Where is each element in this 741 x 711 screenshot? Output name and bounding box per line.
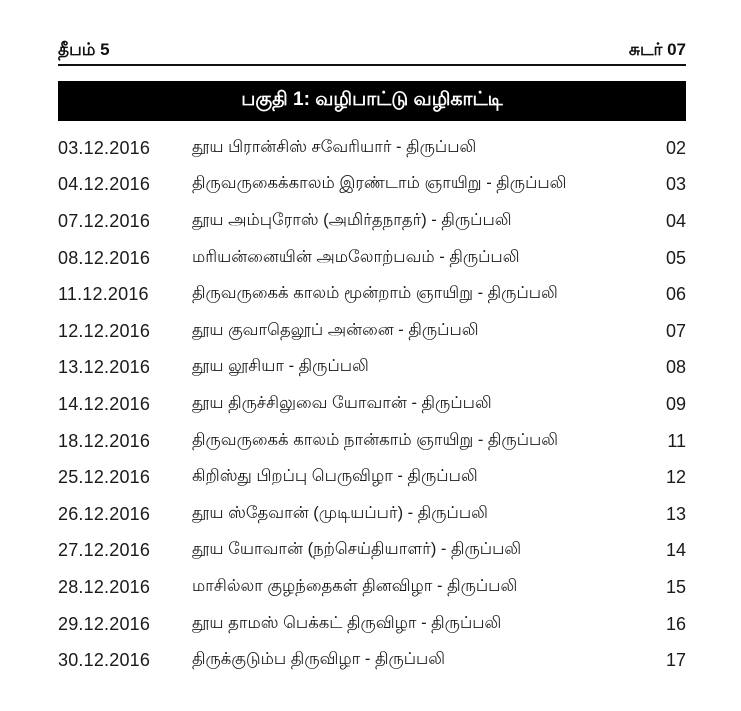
section-banner xyxy=(58,81,686,121)
toc-entry-date: 11.12.2016 xyxy=(58,284,149,305)
toc-entry xyxy=(58,350,686,387)
toc-entry-title: தூய திருச்சிலுவை யோவான் - திருப்பலி xyxy=(192,393,492,412)
toc-entry-date: 29.12.2016 xyxy=(58,613,151,634)
toc-entry xyxy=(58,130,686,167)
toc-entry-page-number: 08 xyxy=(665,357,686,378)
toc-entry xyxy=(58,203,686,240)
toc-entry-page-number: 06 xyxy=(665,284,686,305)
toc-entry-title: தூய தாமஸ் பெக்கட் திருவிழா - திருப்பலி xyxy=(192,613,502,632)
toc-entry-date: 30.12.2016 xyxy=(58,650,151,671)
toc-entry xyxy=(58,459,686,496)
toc-entry-date: 07.12.2016 xyxy=(58,210,151,231)
toc-entry-title: தூய பிரான்சிஸ் சவேரியார் - திருப்பலி xyxy=(192,137,477,156)
toc-entry-date: 28.12.2016 xyxy=(58,576,151,597)
toc-entry-date: 04.12.2016 xyxy=(58,174,151,195)
toc-entry-page-number: 02 xyxy=(665,137,686,158)
toc-entry xyxy=(58,569,686,606)
toc-entry-title: தூய அம்புரோஸ் (அமிர்தநாதர்) - திருப்பலி xyxy=(192,210,512,229)
toc-entry-date: 18.12.2016 xyxy=(58,430,151,451)
toc-entry-page-number: 11 xyxy=(667,430,686,451)
header-volume: தீபம் 5 xyxy=(58,40,110,59)
toc-entry-page-number: 05 xyxy=(665,247,686,268)
toc-entry xyxy=(58,276,686,313)
header-rule xyxy=(58,64,686,66)
toc-entry-page-number: 15 xyxy=(665,576,686,597)
toc-entry-date: 14.12.2016 xyxy=(58,393,151,414)
toc-entry-title: திருவருகைக் காலம் மூன்றாம் ஞாயிறு - திருப்பலி xyxy=(192,284,558,303)
toc-entry-date: 13.12.2016 xyxy=(58,357,151,378)
toc-entry-page-number: 03 xyxy=(665,174,686,195)
toc-entry xyxy=(58,386,686,423)
toc-entry-page-number: 12 xyxy=(665,467,686,488)
toc-entry-title: திருவருகைக்காலம் இரண்டாம் ஞாயிறு - திருப்பலி xyxy=(192,174,567,193)
toc-entry xyxy=(58,606,686,643)
header-issue: சுடர் 07 xyxy=(628,40,686,59)
toc-entry-title: மரியன்னையின் அமலோற்பவம் - திருப்பலி xyxy=(192,247,520,266)
toc-entry-title: திருக்குடும்ப திருவிழா - திருப்பலி xyxy=(192,650,446,669)
toc-entry-page-number: 17 xyxy=(665,650,686,671)
toc-entry-date: 08.12.2016 xyxy=(58,247,151,268)
toc-entry xyxy=(58,240,686,277)
toc-entry-date: 03.12.2016 xyxy=(58,137,151,158)
toc-entry-date: 12.12.2016 xyxy=(58,320,151,341)
section-title: பகுதி 1: வழிபாட்டு வழிகாட்டி xyxy=(241,89,503,110)
toc-entry-title: மாசில்லா குழந்தைகள் தினவிழா - திருப்பலி xyxy=(192,576,518,595)
toc-entry xyxy=(58,533,686,570)
toc-entry-title: தூய யோவான் (நற்செய்தியாளர்) - திருப்பலி xyxy=(192,540,522,559)
toc-entry-title: திருவருகைக் காலம் நான்காம் ஞாயிறு - திருப்பலி xyxy=(192,430,559,449)
toc-entry xyxy=(58,313,686,350)
toc-entry-page-number: 14 xyxy=(665,540,686,561)
toc-entry-page-number: 07 xyxy=(665,320,686,341)
toc-entry xyxy=(58,167,686,204)
toc-entry-title: தூய லூசியா - திருப்பலி xyxy=(192,357,369,376)
toc-entry-page-number: 16 xyxy=(665,613,686,634)
toc-entry-page-number: 13 xyxy=(665,503,686,524)
toc-entry-page-number: 09 xyxy=(665,393,686,414)
running-header xyxy=(58,38,686,62)
toc-entry-page-number: 04 xyxy=(665,210,686,231)
toc-entry-date: 26.12.2016 xyxy=(58,503,151,524)
toc-entry-title: கிறிஸ்து பிறப்பு பெருவிழா - திருப்பலி xyxy=(192,467,478,486)
toc-entry xyxy=(58,642,686,679)
toc-entry-title: தூய குவாதெலூப் அன்னை - திருப்பலி xyxy=(192,320,479,339)
document-page xyxy=(58,38,686,695)
toc-entry-date: 25.12.2016 xyxy=(58,467,151,488)
toc-entry-title: தூய ஸ்தேவான் (முடியப்பர்) - திருப்பலி xyxy=(192,503,488,522)
toc-entry xyxy=(58,423,686,460)
table-of-contents xyxy=(58,130,686,679)
toc-entry xyxy=(58,496,686,533)
toc-entry-date: 27.12.2016 xyxy=(58,540,151,561)
